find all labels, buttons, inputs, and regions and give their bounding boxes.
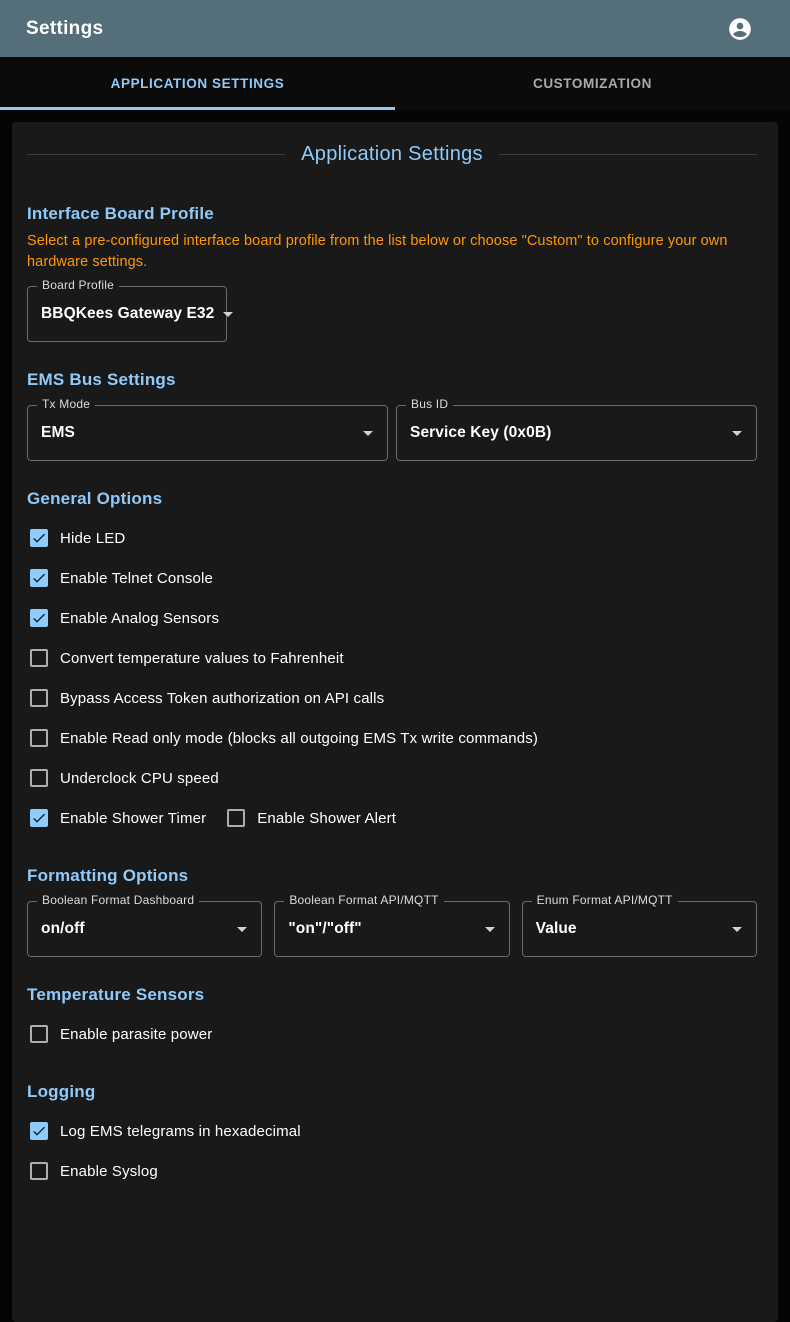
select-label: Tx Mode xyxy=(37,397,95,411)
checkbox-label: Convert temperature values to Fahrenheit xyxy=(60,649,344,667)
checkbox-bypass-token[interactable] xyxy=(27,678,757,718)
divider-line xyxy=(499,154,757,155)
checkbox-label: Underclock CPU speed xyxy=(60,769,219,787)
select-value: "on"/"off" xyxy=(288,920,362,937)
checkbox-checked-icon xyxy=(30,609,48,627)
card-title: Application Settings xyxy=(301,142,483,165)
select-value: Service Key (0x0B) xyxy=(410,424,552,441)
checkbox-log-hexadecimal[interactable] xyxy=(27,1111,757,1151)
board-profile-select[interactable] xyxy=(27,278,227,342)
dropdown-arrow-icon xyxy=(356,421,380,445)
section-heading-logging: Logging xyxy=(27,1082,96,1101)
select-label: Boolean Format API/MQTT xyxy=(284,893,443,907)
checkbox-label: Enable Syslog xyxy=(60,1162,158,1180)
checkbox-enable-analog-sensors[interactable] xyxy=(27,598,757,638)
checkbox-hide-led[interactable] xyxy=(27,518,757,558)
checkbox-unchecked-icon xyxy=(30,1025,48,1043)
dropdown-arrow-icon xyxy=(230,917,254,941)
section-heading-general: General Options xyxy=(27,489,163,508)
select-label: Enum Format API/MQTT xyxy=(532,893,678,907)
checkbox-fahrenheit[interactable] xyxy=(27,638,757,678)
card-title-row xyxy=(27,140,757,168)
ems-bus-select-row xyxy=(27,397,757,461)
checkbox-checked-icon xyxy=(30,809,48,827)
boolean-format-dashboard-select[interactable] xyxy=(27,893,262,957)
temperature-options-group xyxy=(27,1014,757,1054)
general-options-group xyxy=(27,518,757,838)
checkbox-checked-icon xyxy=(30,569,48,587)
checkbox-checked-icon xyxy=(30,529,48,547)
select-value: BBQKees Gateway E32 xyxy=(41,305,215,322)
section-heading-interface-board: Interface Board Profile xyxy=(27,204,214,223)
checkbox-label: Log EMS telegrams in hexadecimal xyxy=(60,1122,301,1140)
logging-options-group xyxy=(27,1111,757,1191)
checkbox-parasite-power[interactable] xyxy=(27,1014,757,1054)
select-value: EMS xyxy=(41,424,75,441)
checkbox-label: Enable Analog Sensors xyxy=(60,609,220,627)
formatting-select-row xyxy=(27,893,757,957)
checkbox-label: Enable Read only mode (blocks all outgoing EMS Tx write commands) xyxy=(60,729,539,747)
select-value: Value xyxy=(535,920,577,937)
tab-application-settings[interactable] xyxy=(0,57,395,110)
tab-label: APPLICATION SETTINGS xyxy=(110,76,285,91)
checkbox-shower-timer[interactable] xyxy=(27,809,206,827)
dropdown-arrow-icon xyxy=(478,917,502,941)
section-heading-temperature: Temperature Sensors xyxy=(27,985,205,1004)
checkbox-checked-icon xyxy=(30,1122,48,1140)
select-label: Bus ID xyxy=(406,397,453,411)
checkbox-unchecked-icon xyxy=(30,1162,48,1180)
checkbox-label: Enable parasite power xyxy=(60,1025,213,1043)
checkbox-label: Enable Shower Alert xyxy=(257,809,397,827)
board-profile-warning: Select a pre-configured interface board profile from the list below or choose "Custom" to configure your own hardware settings. xyxy=(27,233,728,270)
tab-customization[interactable] xyxy=(395,57,790,110)
shower-options-row xyxy=(27,798,757,838)
active-tab-indicator xyxy=(0,107,395,110)
checkbox-label: Enable Telnet Console xyxy=(60,569,213,587)
enum-format-api-select[interactable] xyxy=(522,893,757,957)
select-label: Board Profile xyxy=(37,278,119,292)
section-heading-ems-bus: EMS Bus Settings xyxy=(27,370,176,389)
tx-mode-select[interactable] xyxy=(27,397,388,461)
app-title: Settings xyxy=(26,17,104,39)
boolean-format-api-select[interactable] xyxy=(274,893,509,957)
account-button[interactable] xyxy=(720,9,760,49)
select-label: Boolean Format Dashboard xyxy=(37,893,199,907)
checkbox-label: Hide LED xyxy=(60,529,126,547)
checkbox-unchecked-icon xyxy=(30,769,48,787)
dropdown-arrow-icon xyxy=(216,302,240,326)
dropdown-arrow-icon xyxy=(725,421,749,445)
checkbox-unchecked-icon xyxy=(30,689,48,707)
settings-card xyxy=(12,122,778,1322)
checkbox-label: Enable Shower Timer xyxy=(60,809,207,827)
section-heading-formatting: Formatting Options xyxy=(27,866,189,885)
tab-bar xyxy=(0,57,790,110)
checkbox-unchecked-icon xyxy=(30,729,48,747)
select-value: on/off xyxy=(41,920,85,937)
content-area xyxy=(0,110,790,1322)
checkbox-read-only-mode[interactable] xyxy=(27,718,757,758)
tab-label: CUSTOMIZATION xyxy=(532,76,653,91)
app-bar xyxy=(0,0,790,57)
divider-line xyxy=(27,154,285,155)
checkbox-enable-syslog[interactable] xyxy=(27,1151,757,1191)
bus-id-select[interactable] xyxy=(396,397,757,461)
checkbox-label: Bypass Access Token authorization on API calls xyxy=(60,689,385,707)
checkbox-underclock-cpu[interactable] xyxy=(27,758,757,798)
checkbox-unchecked-icon xyxy=(30,649,48,667)
account-circle-icon xyxy=(727,16,753,42)
checkbox-unchecked-icon xyxy=(227,809,245,827)
checkbox-enable-telnet[interactable] xyxy=(27,558,757,598)
dropdown-arrow-icon xyxy=(725,917,749,941)
checkbox-shower-alert[interactable] xyxy=(224,809,396,827)
